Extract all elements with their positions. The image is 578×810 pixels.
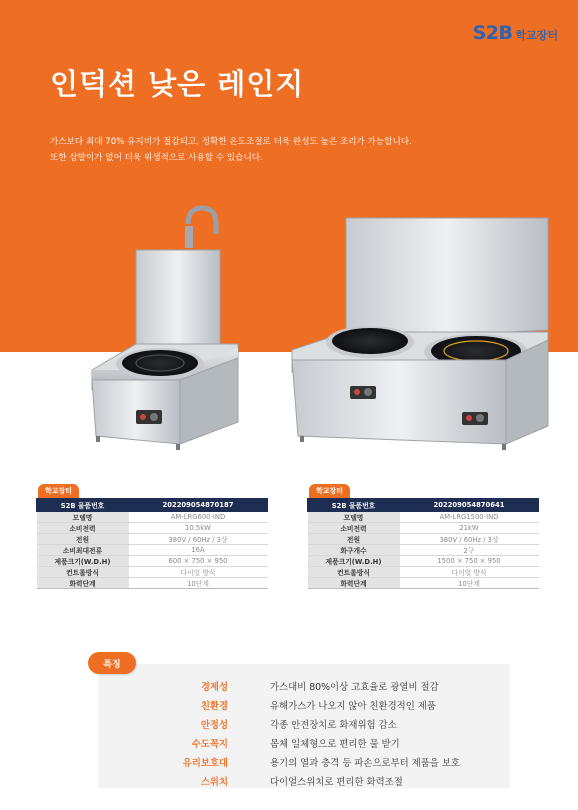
spec-value: 16A	[129, 545, 268, 556]
page-title: 인덕션 낮은 레인지	[50, 67, 305, 101]
table-row	[37, 567, 268, 578]
spec-value: 10단계	[400, 578, 539, 589]
table-row	[308, 545, 539, 556]
spec-table	[307, 498, 539, 589]
feature-key: 유리보호대	[182, 757, 228, 769]
spec-value: 10.5kW	[129, 523, 268, 534]
description-line: 또한 삼발이가 없어 더욱 위생적으로 사용할 수 있습니다.	[50, 153, 263, 163]
table-header-cell: S2B 물품번호	[308, 499, 400, 512]
table-header-cell: 202209054870187	[129, 499, 268, 512]
list-item	[88, 695, 508, 714]
spec-key: 소비전력	[308, 523, 400, 534]
table-row	[37, 545, 268, 556]
spec-key: 제품크기(W.D.H)	[308, 556, 400, 567]
list-item	[88, 733, 508, 752]
spec-key: 컨트롤방식	[308, 567, 400, 578]
single-burner-range	[92, 208, 238, 450]
spec-key: 모델명	[37, 512, 129, 523]
brand-sub: 학교장터	[515, 29, 558, 42]
feature-key: 안정성	[200, 719, 228, 731]
spec-value: 10단계	[129, 578, 268, 589]
spec-value: 380V / 60Hz / 3상	[400, 534, 539, 545]
table-row	[37, 556, 268, 567]
table-row	[37, 523, 268, 534]
brand-main: S2B	[472, 22, 513, 44]
list-item	[88, 714, 508, 733]
description	[50, 134, 550, 166]
feature-key: 수도꼭지	[191, 738, 228, 750]
spec-value: 2구	[400, 545, 539, 556]
feature-key: 스위치	[200, 776, 228, 788]
table-row	[37, 512, 268, 523]
s2b-logo	[473, 22, 558, 44]
feature-key: 경제성	[200, 681, 228, 693]
table-row	[37, 578, 268, 589]
feature-value: 몸체 일체형으로 편리한 물 받기	[270, 738, 400, 750]
features-list	[88, 676, 508, 790]
spec-key: 화구개수	[308, 545, 400, 556]
features-badge: 특징	[88, 652, 136, 674]
spec-value: 1500 × 750 × 950	[400, 556, 539, 567]
spec-value: 다이얼 방식	[400, 567, 539, 578]
spec-value: AM-LRG1500-IND	[400, 512, 539, 523]
table-row	[308, 534, 539, 545]
list-item	[88, 676, 508, 695]
spec-table	[36, 498, 268, 589]
spec-key: 전원	[37, 534, 129, 545]
spec-value: 다이얼 방식	[129, 567, 268, 578]
spec-value: AM-LRG600-IND	[129, 512, 268, 523]
feature-value: 다이얼스위치로 편리한 화력조절	[270, 776, 403, 788]
double-burner-range	[292, 218, 548, 450]
spec-value: 21kW	[400, 523, 539, 534]
spec-tag: 학교장터	[309, 484, 350, 498]
product-image	[0, 200, 578, 460]
spec-value: 600 × 750 × 950	[129, 556, 268, 567]
feature-value: 가스대비 80%이상 고효율로 광열비 절감	[270, 681, 439, 693]
spec-table-double	[307, 478, 539, 589]
description-line: 가스보다 최대 70% 유지비가 절감되고, 정확한 온도조절로 더욱 완성도 높은 조리가 가능합니다.	[50, 137, 412, 147]
spec-key: 컨트롤방식	[37, 567, 129, 578]
features-section	[88, 652, 508, 788]
feature-value: 유해가스가 나오지 않아 친환경적인 제품	[270, 700, 436, 712]
spec-key: 화력단계	[308, 578, 400, 589]
table-header-row	[308, 499, 539, 512]
table-row	[308, 556, 539, 567]
spec-tag: 학교장터	[38, 484, 79, 498]
table-header-cell: S2B 물품번호	[37, 499, 129, 512]
table-header-row	[37, 499, 268, 512]
spec-value: 380V / 60Hz / 3상	[129, 534, 268, 545]
table-header-cell: 202209054870641	[400, 499, 539, 512]
spec-key: 전원	[308, 534, 400, 545]
table-row	[37, 534, 268, 545]
spec-table-single	[36, 478, 268, 589]
table-row	[308, 523, 539, 534]
table-row	[308, 578, 539, 589]
table-row	[308, 512, 539, 523]
list-item	[88, 752, 508, 771]
feature-value: 용기의 열과 충격 등 파손으로부터 제품을 보호	[270, 757, 460, 769]
spec-key: 소비최대전류	[37, 545, 129, 556]
list-item	[88, 771, 508, 790]
spec-key: 모델명	[308, 512, 400, 523]
table-row	[308, 567, 539, 578]
spec-key: 화력단계	[37, 578, 129, 589]
spec-key: 제품크기(W.D.H)	[37, 556, 129, 567]
spec-key: 소비전력	[37, 523, 129, 534]
feature-key: 친환경	[200, 700, 228, 712]
feature-value: 각종 안전장치로 화재위험 감소	[270, 719, 397, 731]
